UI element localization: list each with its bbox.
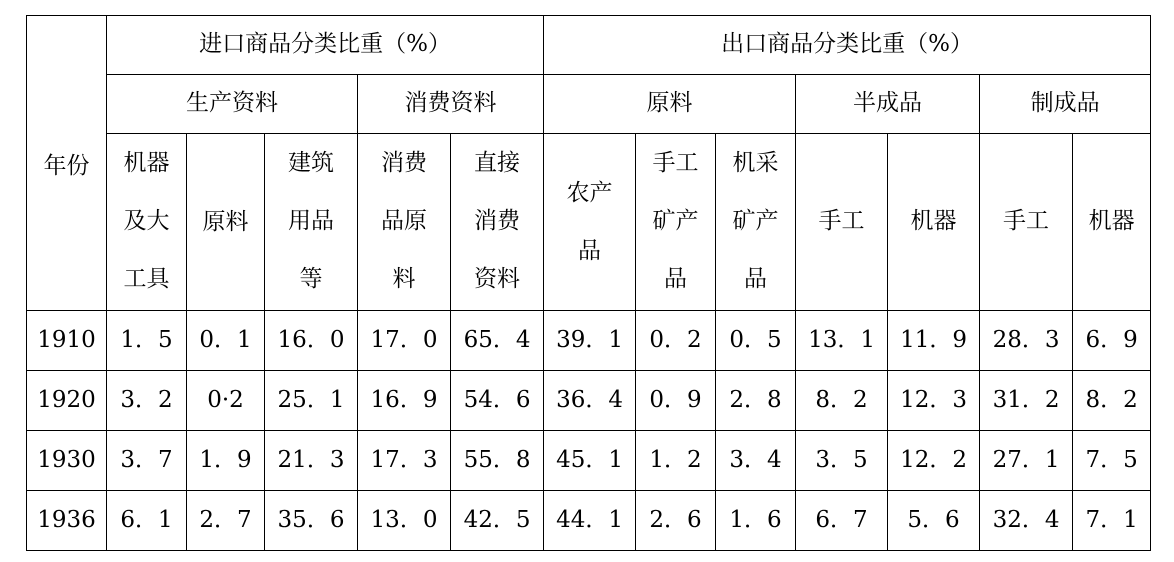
value-cell: 0．5 — [716, 311, 796, 371]
col-header-finished-machine: 机器 — [1073, 134, 1151, 311]
value-cell: 32．4 — [980, 491, 1073, 551]
value-cell: 31．2 — [980, 371, 1073, 431]
value-cell: 55．8 — [451, 431, 544, 491]
col-header-consumer-raw: 消费品原料 — [358, 134, 451, 311]
value-cell: 8．2 — [1073, 371, 1151, 431]
value-cell: 7．5 — [1073, 431, 1151, 491]
production-materials-header: 生产资料 — [107, 75, 358, 134]
value-cell: 6．9 — [1073, 311, 1151, 371]
value-cell: 39．1 — [544, 311, 636, 371]
raw-materials-header: 原料 — [544, 75, 796, 134]
table-row — [27, 491, 1151, 551]
table-row — [27, 431, 1151, 491]
value-cell: 6．7 — [796, 491, 888, 551]
trade-composition-table — [26, 15, 1151, 551]
semi-finished-header: 半成品 — [796, 75, 980, 134]
value-cell: 1．6 — [716, 491, 796, 551]
value-cell: 27．1 — [980, 431, 1073, 491]
col-header-direct-consumer: 直接消费资料 — [451, 134, 544, 311]
value-cell: 16．9 — [358, 371, 451, 431]
value-cell: 0．1 — [187, 311, 265, 371]
value-cell: 54．6 — [451, 371, 544, 431]
table-row — [27, 371, 1151, 431]
value-cell: 16．0 — [265, 311, 358, 371]
year-cell: 1936 — [27, 491, 107, 551]
value-cell: 3．4 — [716, 431, 796, 491]
year-cell: 1910 — [27, 311, 107, 371]
col-header-semi-manual: 手工 — [796, 134, 888, 311]
export-group-header: 出口商品分类比重（%） — [544, 16, 1151, 75]
value-cell: 13．0 — [358, 491, 451, 551]
year-cell: 1920 — [27, 371, 107, 431]
value-cell: 7．1 — [1073, 491, 1151, 551]
finished-goods-header: 制成品 — [980, 75, 1151, 134]
value-cell: 12．2 — [888, 431, 980, 491]
value-cell: 3．7 — [107, 431, 187, 491]
value-cell: 0．9 — [636, 371, 716, 431]
value-cell: 25．1 — [265, 371, 358, 431]
year-cell: 1930 — [27, 431, 107, 491]
value-cell: 42．5 — [451, 491, 544, 551]
value-cell: 3．5 — [796, 431, 888, 491]
col-header-machinery: 机器及大工具 — [107, 134, 187, 311]
value-cell: 2．6 — [636, 491, 716, 551]
value-cell: 45．1 — [544, 431, 636, 491]
value-cell: 17．3 — [358, 431, 451, 491]
value-cell: 0．2 — [636, 311, 716, 371]
consumer-materials-header: 消费资料 — [358, 75, 544, 134]
value-cell: 2．7 — [187, 491, 265, 551]
value-cell: 35．6 — [265, 491, 358, 551]
value-cell: 21．3 — [265, 431, 358, 491]
value-cell: 44．1 — [544, 491, 636, 551]
value-cell: 5．6 — [888, 491, 980, 551]
col-header-building: 建筑用品等 — [265, 134, 358, 311]
value-cell: 6．1 — [107, 491, 187, 551]
value-cell: 1．5 — [107, 311, 187, 371]
value-cell: 1．2 — [636, 431, 716, 491]
table-row — [27, 311, 1151, 371]
col-header-finished-manual: 手工 — [980, 134, 1073, 311]
col-header-semi-machine: 机器 — [888, 134, 980, 311]
value-cell: 17．0 — [358, 311, 451, 371]
col-header-import-raw: 原料 — [187, 134, 265, 311]
col-header-manual-mineral: 手工矿产品 — [636, 134, 716, 311]
value-cell: 36．4 — [544, 371, 636, 431]
year-header: 年份 — [27, 16, 107, 311]
value-cell: 3．2 — [107, 371, 187, 431]
value-cell: 0·2 — [187, 371, 265, 431]
value-cell: 2．8 — [716, 371, 796, 431]
value-cell: 11．9 — [888, 311, 980, 371]
col-header-agricultural: 农产品 — [544, 134, 636, 311]
value-cell: 13．1 — [796, 311, 888, 371]
value-cell: 28．3 — [980, 311, 1073, 371]
import-group-header: 进口商品分类比重（%） — [107, 16, 544, 75]
value-cell: 1．9 — [187, 431, 265, 491]
col-header-machine-mineral: 机采矿产品 — [716, 134, 796, 311]
value-cell: 65．4 — [451, 311, 544, 371]
value-cell: 8．2 — [796, 371, 888, 431]
value-cell: 12．3 — [888, 371, 980, 431]
